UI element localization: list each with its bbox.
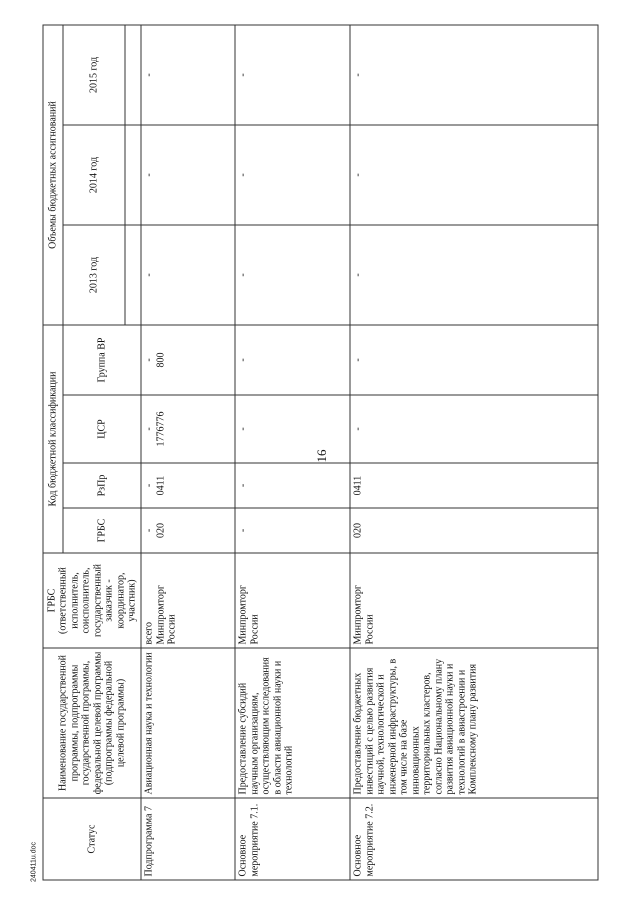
value-2014: - bbox=[235, 124, 350, 224]
header-code-vr: Группа ВР bbox=[63, 324, 141, 394]
grbs-line: Минпромторг России bbox=[237, 584, 260, 644]
header-year-2013: 2013 год bbox=[63, 224, 125, 324]
code-csr: - bbox=[235, 395, 350, 463]
header-volume-group: Объемы бюджетных ассигнований bbox=[43, 24, 63, 324]
code-rzpr: - bbox=[235, 463, 350, 508]
budget-table-rotated bbox=[43, 25, 598, 880]
row-name: Предоставление субсидий научным организациям, осуществляющим исследования в области авиационной науки и технологий bbox=[235, 648, 350, 798]
header-year-2014: 2014 год bbox=[63, 124, 125, 224]
code-csr: - bbox=[350, 395, 598, 463]
header-spacer bbox=[125, 224, 141, 324]
code-line: 1776776 bbox=[155, 411, 166, 446]
code-csr bbox=[141, 395, 235, 463]
code-line: 0411 bbox=[155, 475, 166, 495]
value-2014: - bbox=[350, 124, 598, 224]
header-name: Наименование государственной программы, подпрограммы государственной программы, федеральной целевой программы (подпрограммы федеральной целевой программы) bbox=[43, 648, 141, 798]
value-2015: - bbox=[350, 24, 598, 124]
value-2013: - bbox=[141, 224, 235, 324]
value-2015: - bbox=[141, 24, 235, 124]
header-code-group: Код бюджетной классификации bbox=[43, 324, 63, 552]
code-rzpr bbox=[141, 463, 235, 508]
row-status: Основное мероприятие 7.2. bbox=[350, 798, 598, 880]
value-2013: - bbox=[235, 224, 350, 324]
row-status: Основное мероприятие 7.1. bbox=[235, 798, 350, 880]
header-code-rzpr: РзПр bbox=[63, 463, 141, 508]
header-status: Статус bbox=[43, 798, 141, 880]
table-row bbox=[235, 24, 350, 879]
value-2014: - bbox=[141, 124, 235, 224]
row-status: Подпрограмма 7 bbox=[141, 798, 235, 880]
row-name: Авиационная наука и технологии bbox=[141, 648, 235, 798]
code-line: - bbox=[143, 528, 155, 532]
header-spacer bbox=[125, 124, 141, 224]
code-line: - bbox=[143, 426, 155, 431]
code-line: - bbox=[143, 483, 155, 487]
header-code-grbs: ГРБС bbox=[63, 508, 141, 553]
code-vr: - bbox=[235, 324, 350, 394]
table-row bbox=[141, 24, 235, 879]
value-2015: - bbox=[235, 24, 350, 124]
header-spacer bbox=[125, 24, 141, 124]
code-vr bbox=[141, 324, 235, 394]
code-vr: - bbox=[350, 324, 598, 394]
page-number: 16 bbox=[314, 449, 329, 463]
grbs-line: всего bbox=[143, 621, 155, 644]
code-grbs: - bbox=[235, 508, 350, 553]
code-line: 020 bbox=[155, 522, 166, 538]
budget-table bbox=[43, 24, 599, 880]
document-footer: 240411u.doc bbox=[30, 842, 38, 882]
code-rzpr: 0411 bbox=[350, 463, 598, 508]
code-line: 800 bbox=[155, 352, 166, 367]
row-grbs bbox=[235, 553, 350, 648]
code-line: - bbox=[143, 357, 155, 362]
row-grbs bbox=[141, 553, 235, 648]
header-code-csr: ЦСР bbox=[63, 395, 141, 463]
row-name: Предоставление бюджетных инвестиций с целью развития научной, технологической и инженерной инфраструктуры, в том числе на базе инновационных территориальных кластеров, согласно Национальному плану развития авиационной науки и технологий в авиастроении и Комплексному плану развития bbox=[350, 648, 598, 798]
header-grbs: ГРБС (ответственный исполнитель, соисполнитель, государственный заказчик - координатор, участник) bbox=[43, 553, 141, 648]
table-row bbox=[350, 24, 598, 879]
grbs-line: Минпромторг России bbox=[155, 584, 178, 644]
value-2013: - bbox=[350, 224, 598, 324]
header-year-2015: 2015 год bbox=[63, 24, 125, 124]
grbs-line: Минпромторг России bbox=[352, 584, 375, 644]
code-grbs bbox=[141, 508, 235, 553]
code-grbs: 020 bbox=[350, 508, 598, 553]
row-grbs bbox=[350, 553, 598, 648]
